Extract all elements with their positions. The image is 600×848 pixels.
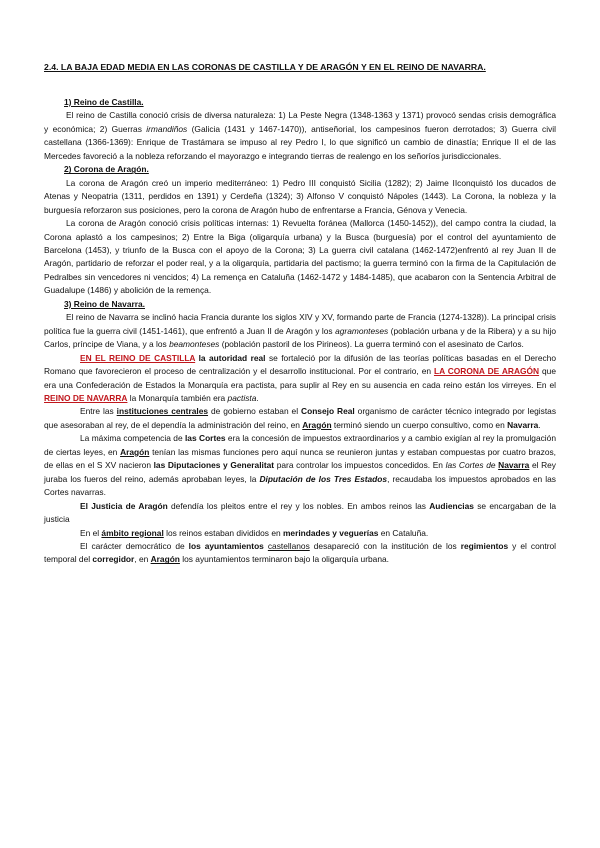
paragraph-navarra: El reino de Navarra se inclinó hacia Francia durante los siglos XIV y XV, formando parte de Francia (1274-1328)). La principal crisis política fue la guerra civil (1451-1461), que enfrentó a Juan II de Aragón y los agramonteses (población urbana y de la Ribera) y a su hijo Carlos, príncipe de Viana, y a los beamonteses (población pastoril de los Pirineos). La guerra terminó con el asesinato de Carlos. xyxy=(44,312,556,350)
paragraph-justicia: El Justicia de Aragón defendía los pleitos entre el rey y los nobles. En ambos reinos las Audiencias se encargaban de la justicia xyxy=(44,500,556,525)
section-heading-aragon: 2) Corona de Aragón. xyxy=(64,164,149,175)
section-heading-castilla: 1) Reino de Castilla. xyxy=(64,97,144,107)
highlight-navarra: REINO DE NAVARRA xyxy=(44,392,128,403)
paragraph-aragon-crisis: La corona de Aragón conoció crisis políticas internas: 1) Revuelta foránea (Mallorca (1450-1452)), del campo contra la ciudad, la Corona aplastó a los campesinos; 2) Entre la Biga (oligarquía urbana) y la Busca (burguesía) por el control del ayuntamiento de Barcelona (1453), y triunfo de la Busca con el apoyo de la Corona; 3) La guerra civil catalana (1462-1472)enfrentó al rey Juan II de Aragón, partidario de reforzar el poder real, y a la oligarquía, partidaria del pactismo; la guerra terminó con la firma de la Capitulación de Pedralbes sin vencedores ni vencidos; 4) La remença en Cataluña (1462-1472 y 1484-1485), que acabaron con la Sentencia Arbitral de Guadalupe (1486) y abolición de la remença. xyxy=(44,218,556,296)
paragraph-castilla: El reino de Castilla conoció crisis de diversa naturaleza: 1) La Peste Negra (1348-1363 y 1371) provocó sendas crisis demográfica y económica; 2) Guerras irmandiños (Galicia (1431 y 1467-1470)), antiseñorial, los campesinos fueron derrotados; 3) Guerra civil castellana (1366-1369): Enrique de Trastámara se impuso al rey Pedro I, lo que significó un cambio de dinastía; Enrique II el de las Mercedes favoreció a la nobleza reforzando el mayorazgo e integrando tierras de realengo en los señoríos jurisdiccionales. xyxy=(44,110,556,161)
paragraph-instituciones: Entre las instituciones centrales de gobierno estaban el Consejo Real organismo de carácter técnico integrado por legistas que asesoraban al rey, de el dependía la administración del reino, en Aragón terminó siendo un cuerpo consultivo, como en Navarra. xyxy=(44,406,557,430)
paragraph-ayuntamientos: El carácter democrático de los ayuntamientos castellanos desapareció con la institución de los regimientos y el control temporal del corregidor, en Aragón los ayuntamientos terminaron bajo la oligarquía urbana. xyxy=(44,540,557,565)
highlight-castilla: EN EL REINO DE CASTILLA xyxy=(80,352,196,363)
section-heading-navarra: 3) Reino de Navarra. xyxy=(64,298,145,309)
paragraph-cortes: La máxima competencia de las Cortes era la concesión de impuestos extraordinarios y a cambio exigían al rey la promulgación de ciertas leyes, en Aragón tenían las mismas funciones pero aquí nunca se reunieron juntas y estaban compuestas por cuatro brazos, de ellas en el S XV nacieron las Diputaciones y Generalitat para controlar los impuestos concedidos. En las Cortes de Navarra el Rey juraba los fueros del reino, además aprobaban leyes, la Diputación de los Tres Estados, recaudaba los impuestos aprobados en las Cortes navarras. xyxy=(44,433,557,498)
page-title: 2.4. LA BAJA EDAD MEDIA EN LAS CORONAS DE CASTILLA Y DE ARAGÓN Y EN EL REINO DE NAVARRA. xyxy=(44,62,486,72)
highlight-aragon: LA CORONA DE ARAGÓN xyxy=(433,366,540,377)
document-body xyxy=(44,96,556,567)
paragraph-aragon-imperio: La corona de Aragón creó un imperio mediterráneo: 1) Pedro III conquistó Sicilia (1282); 2) Jaime IIconquistó los ducados de Atenas y Neopatria (1311, perdidos en 1391) y Cerdeña (1324); 3) Alfonso V conquistó Nápoles (1443). La Corona, la nobleza y la burguesía reforzaron sus posiciones, pero la corona de Aragón hubo de enfrentarse a Francia, Génova y Venecia. xyxy=(44,177,556,215)
paragraph-ambito-regional: En el ámbito regional los reinos estaban divididos en merindades y veguerías en Cataluña. xyxy=(80,527,429,538)
paragraph-autoridad-real: EN EL REINO DE CASTILLA la autoridad real se fortaleció por la difusión de las teorías políticas basadas en el Derecho Romano que favorecieron el proceso de centralización y el desarrollo institucional. Por el contrario, en LA CORONA DE ARAGÓN que era una Confederación de Estados la Monarquía era pactista, para suplir al Rey en su ausencia en cada reino están los virreyes. En el REINO DE NAVARRA la Monarquía también era pactista. xyxy=(44,352,556,403)
